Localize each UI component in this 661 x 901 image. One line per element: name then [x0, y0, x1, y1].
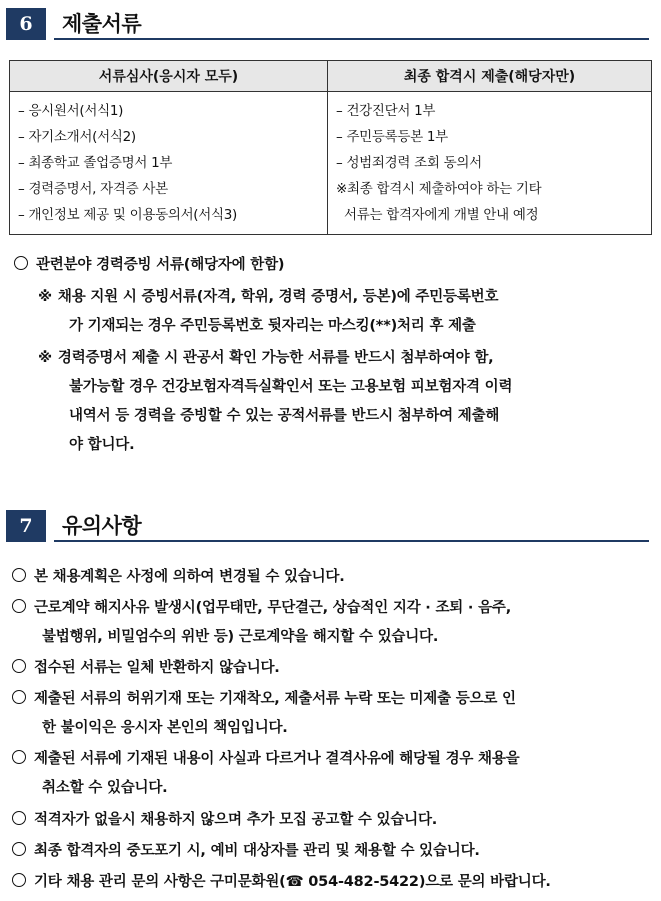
section-7-title: 유의사항 [62, 514, 142, 538]
bullet-career-proof: 관련분야 경력증빙 서류(해당자에 한함) [14, 254, 284, 276]
table-cell-screening [10, 92, 328, 235]
notice-item-4-cont: 한 불이익은 응시자 본인의 책임입니다. [42, 720, 288, 736]
notice-item-4: 제출된 서류의 허위기재 또는 기재착오, 제출서류 누락 또는 미제출 등으로 인 [12, 688, 516, 710]
table-header-final: 최종 합격시 제출(해당자만) [328, 61, 652, 92]
notice-item-5: 제출된 서류에 기재된 내용이 사실과 다르거나 결격사유에 해당될 경우 채용을 [12, 748, 519, 770]
list-item: 서류는 합격자에게 개별 안내 예정 [336, 207, 539, 223]
notice-item-6: 적격자가 없을시 채용하지 않으며 추가 모집 공고할 수 있습니다. [12, 809, 437, 831]
notice-item-7: 최종 합격자의 중도포기 시, 예비 대상자를 관리 및 채용할 수 있습니다. [12, 840, 480, 862]
notice-item-5-cont: 취소할 수 있습니다. [42, 780, 168, 796]
documents-table [9, 60, 652, 235]
reference-mark-icon: ※ [38, 350, 52, 366]
notice-item-8: 기타 채용 관리 문의 사항은 구미문화원(☎ 054-482-5422)으로 문의 바랍니다. [12, 871, 551, 893]
notice-item-1: 본 채용계획은 사정에 의하여 변경될 수 있습니다. [12, 566, 345, 588]
section-6-title: 제출서류 [62, 12, 142, 36]
circle-bullet-icon [14, 256, 28, 270]
note-2-line-4: 야 합니다. [69, 437, 135, 453]
section-6-rule [54, 38, 649, 40]
list-item: – 성범죄경력 조회 동의서 [336, 155, 482, 171]
notice-item-3: 접수된 서류는 일체 반환하지 않습니다. [12, 657, 280, 679]
table-header-screening: 서류심사(응시자 모두) [10, 61, 328, 92]
section-7-number: 7 [6, 510, 46, 542]
section-6-header [6, 8, 649, 40]
note-2-line-1: ※ 경력증명서 제출 시 관공서 확인 가능한 서류를 반드시 첨부하여야 함, [38, 350, 494, 366]
note-2-line-2: 불가능할 경우 건강보험자격득실확인서 또는 고용보험 피보험자격 이력 [69, 379, 513, 395]
list-item: – 최종학교 졸업증명서 1부 [18, 155, 173, 171]
circle-bullet-icon [12, 599, 26, 613]
note-1-line-2: 가 기재되는 경우 주민등록번호 뒷자리는 마스킹(**)처리 후 제출 [69, 318, 476, 334]
circle-bullet-icon [12, 811, 26, 825]
list-item: – 자기소개서(서식2) [18, 129, 136, 145]
list-item: – 응시원서(서식1) [18, 103, 124, 119]
notice-item-2-cont: 불법행위, 비밀엄수의 위반 등) 근로계약을 해지할 수 있습니다. [42, 629, 439, 645]
circle-bullet-icon [12, 690, 26, 704]
reference-mark-icon: ※ [38, 289, 52, 305]
list-item: – 건강진단서 1부 [336, 103, 436, 119]
note-2-line-3: 내역서 등 경력을 증빙할 수 있는 공적서류를 반드시 첨부하여 제출해 [69, 408, 500, 424]
circle-bullet-icon [12, 842, 26, 856]
table-cell-final [328, 92, 652, 235]
circle-bullet-icon [12, 568, 26, 582]
circle-bullet-icon [12, 659, 26, 673]
list-item: – 주민등록등본 1부 [336, 129, 448, 145]
list-item: ※최종 합격시 제출하여야 하는 기타 [336, 181, 542, 197]
section-7-rule [54, 540, 649, 542]
section-7-header [6, 510, 649, 542]
circle-bullet-icon [12, 873, 26, 887]
notice-item-2: 근로계약 해지사유 발생시(업무태만, 무단결근, 상습적인 지각 · 조퇴 · 음주, [12, 597, 511, 619]
circle-bullet-icon [12, 750, 26, 764]
note-1-line-1: ※ 채용 지원 시 증빙서류(자격, 학위, 경력 증명서, 등본)에 주민등록번호 [38, 289, 499, 305]
section-6-number: 6 [6, 8, 46, 40]
list-item: – 경력증명서, 자격증 사본 [18, 181, 168, 197]
list-item: – 개인정보 제공 및 이용동의서(서식3) [18, 207, 238, 223]
